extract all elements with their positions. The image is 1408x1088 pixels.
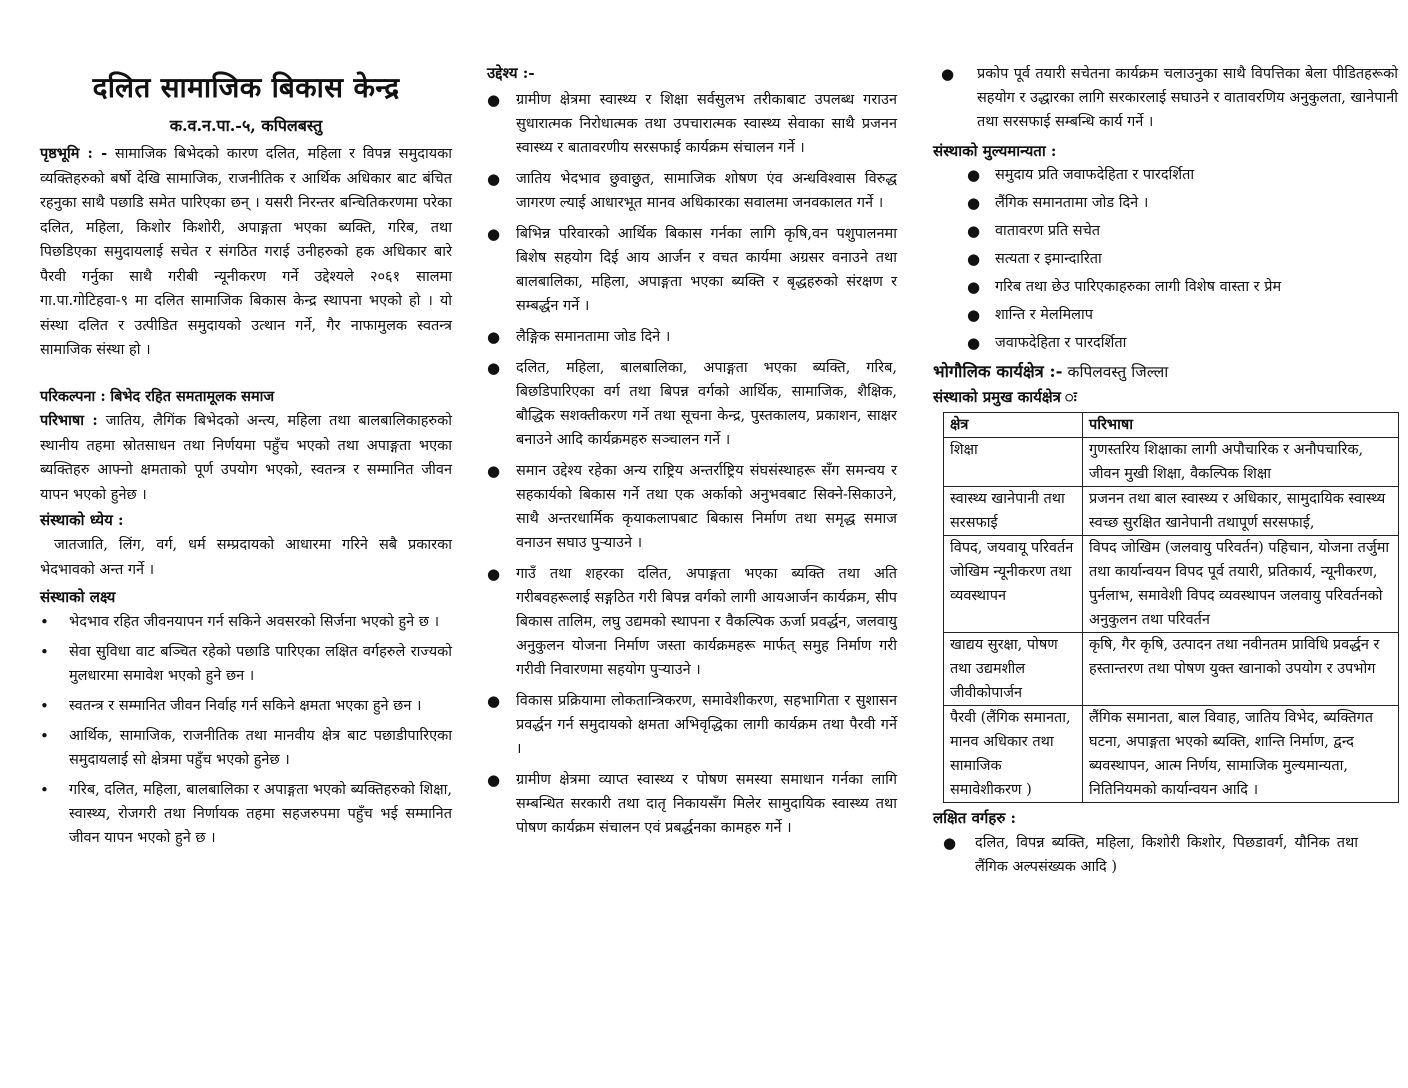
bullet-icon: ● (487, 328, 501, 346)
table-cell: स्वास्थ्य खानेपानी तथा सरसफाई (944, 487, 1083, 536)
bullet-icon: ● (487, 692, 501, 710)
bullet-icon: ● (487, 771, 501, 789)
list-item: ● लैंगिक समानतामा जोड दिने । (933, 192, 1398, 215)
work-areas-table (943, 412, 1399, 803)
table-cell: शिक्षा (944, 438, 1083, 487)
background-text: सामाजिक बिभेदको कारण दलित, महिला र विपन्न समुदायका व्यक्तिहरुको बर्षो देखि सामाजिक, राजनीतिक र आर्थिक अधिकार बाट बंचित रहनुका साथै पछाडि समेत पारिएका छन् । यसरी निरन्तर बन्चितिकरणमा परेका दलित, महिला, किशोर किशोरी, अपाङ्गता भएका ब्यक्ति, गरिब, तथा पिछडिएका समुदायलाई सचेत र संगठित गराई उनीहरुको हक अधिकार बारे पैरवी गर्नुका साथै गरीबी न्यूनीकरण गर्ने उद्देश्यले २०६१ सालमा गा.पा.गोटिहवा-९ मा दलित सामाजिक बिकास केन्द्र स्थापना भएको हो । यो संस्था दलित र उत्पीडित समुदायको उत्थान गर्ने, गैर नाफामुलक स्वतन्त्र सामाजिक संस्था हो । (40, 146, 452, 358)
list-item: ● जातिय भेदभाव छुवाछुत, सामाजिक शोषण एंव अन्धविश्वास विरुद्ध जागरण ल्याई आधारभूत मानव अधिकारका सवालमा जनवकालत गर्ने । (487, 167, 897, 215)
bullet-icon: ● (941, 65, 955, 83)
spacer (40, 363, 452, 385)
column-header-area: क्षेत्र (944, 413, 1083, 438)
bullet-icon: ● (943, 834, 957, 852)
list-item: ● गाउँ तथा शहरका दलित, अपाङ्गता भएका ब्यक्ति तथा अति गरीबवहरूलाई सङ्गठित गरी बिपन्न वर्गको लागी आयआर्जन कार्यक्रम, सीप बिकास तालिम, लघु उद्यमको स्थापना र वैकल्पिक ऊर्जा प्रवर्द्धन, जलवायु अनुकुलन योजना निर्माण जस्ता कार्यक्रमहरू मार्फत् समुह निर्माण गरी गरीवी निवारणमा सहयोग पुऱ्याउने । (487, 562, 897, 682)
list-item: ● दलित, विपन्न ब्यक्ति, महिला, किशोरी किशोर, पिछडावर्ग, यौनिक तथा लैंगिक अल्पसंख्यक आदि ) (933, 831, 1358, 879)
definition-label: परिभाषा : (40, 412, 98, 429)
geography-text: कपिलवस्तु जिल्ला (1067, 363, 1169, 381)
definition-text: जातिय, लैगिंक बिभेदको अन्त्य, महिला तथा बालबालिकाहरुको स्थानीय तहमा स्रोतसाधन तथा निर्णयमा पहुँच भएको तथा अपाङ्गता भएका ब्यक्तिहरु आफ्नो क्षमताको पूर्ण उपयोग भएको, स्वतन्त्र र सम्मानित जीवन यापन भएको हुनेछ । (40, 413, 452, 503)
list-item: ● वातावरण प्रति सचेत (933, 220, 1398, 243)
list-item: ● सत्यता र इमान्दारिता (933, 248, 1398, 271)
bullet-icon: ● (487, 462, 501, 480)
objectives-list-continued (933, 62, 1398, 134)
definition-paragraph (40, 409, 452, 507)
list-item: ● ग्रामीण क्षेत्रमा स्वास्थ्य र शिक्षा सर्वसुलभ तरीकाबाट उपलब्ध गराउन सुधारात्मक निरोधात्मक तथा उपचारात्मक स्वास्थ्य सेवाका साथै प्रजनन स्वास्थ्य र बातावरणीय सरसफाई कार्यक्रम संचालन गर्ने । (487, 88, 897, 160)
geography-line (933, 360, 1398, 384)
values-heading: संस्थाको मुल्यमान्यता : (933, 142, 1057, 160)
goal-text: जातजाति, लिंग, वर्ग, धर्म सम्प्रदायको आधारमा गरिने सबै प्रकारका भेदभावको अन्त गर्ने । (40, 537, 452, 578)
column-right (933, 62, 1398, 885)
bullet-icon: ● (967, 250, 981, 268)
list-item: ● समान उद्देश्य रहेका अन्य राष्ट्रिय अन्तर्राष्ट्रिय संघसंस्थाहरू सँग समन्वय र सहकार्यको बिकास गर्ने तथा एक अर्काको अनुभवबाट सिक्ने-सिकाउने, साथै अन्तरधार्मिक कृयाकलापबाट बिकास निर्माण तथा समृद्ध समाज वनाउन सघाउ पुऱ्याउने । (487, 459, 897, 555)
table-cell: कृषि, गैर कृषि, उत्पादन तथा नवीनतम प्राविधि प्रवर्द्धन र हस्तान्तरण तथा पोषण युक्त खानाको उपयोग र उपभोग (1083, 633, 1399, 706)
organization-title: दलित सामाजिक बिकास केन्द्र (92, 71, 400, 104)
bullet-icon: ● (967, 306, 981, 324)
list-item: • स्वतन्त्र र सम्मानित जीवन निर्वाह गर्न सकिने क्षमता भएका हुने छन । (40, 694, 452, 718)
background-label: पृष्ठभूमि : - (40, 145, 108, 162)
list-item: ● ग्रामीण क्षेत्रमा व्याप्त स्वास्थ्य र पोषण समस्या समाधान गर्नका लागि सम्बन्धित सरकारी तथा दातृ निकायसँग मिलेर सामुदायिक स्वास्थ्य तथा पोषण कार्यक्रम संचालन एवं प्रबर्द्धनका कामहरु गर्ने । (487, 768, 897, 840)
table-row (944, 487, 1399, 536)
organization-address: क.व.न.पा.-५, कपिलबस्तु (169, 116, 323, 135)
bullet-icon: ● (487, 565, 501, 583)
list-item: • सेवा सुविधा वाट बञ्चित रहेको पछाडि पारिएका लक्षित वर्गहरुले राज्यको मुलधारमा समावेश भएको हुने छन । (40, 640, 452, 688)
column-header-definition: परिभाषा (1083, 413, 1399, 438)
list-item: ● बिभिन्न परिवारको आर्थिक बिकास गर्नका लागि कृषि,वन पशुपालनमा बिशेष सहयोग दिई आय आर्जन र वचत कार्यमा अग्रसर वनाउने तथा बालबालिका, महिला, अपाङ्गता भएका ब्यक्ति र बृद्धहरुको संरक्षण र सम्बर्द्धन गर्ने । (487, 222, 897, 318)
bullet-icon: ● (967, 194, 981, 212)
bullet-icon: ● (487, 225, 501, 243)
bullet-icon: ● (487, 359, 501, 377)
bullet-icon: • (40, 643, 49, 661)
objectives-heading: उद्देश्य :- (487, 64, 535, 82)
list-item: ● प्रकोप पूर्व तयारी सचेतना कार्यक्रम चलाउनुका साथै विपत्तिका बेला पीडितहरूको सहयोग र उद्धारका लागि सरकारलाई सघाउने र वातावरणिय अनुकुलता, खानेपानी तथा सरसफाई सम्बन्धि कार्य गर्ने । (933, 62, 1398, 134)
list-item: • आर्थिक, सामाजिक, राजनीतिक तथा मानवीय क्षेत्र बाट पछाडीपारिएका समुदायलाई सो क्षेत्रमा पहुँच भएको हुनेछ । (40, 724, 452, 772)
target-groups-heading: लक्षित वर्गहरु : (933, 809, 1017, 827)
list-item: ● जवाफदेहिता र पारदर्शिता (933, 332, 1398, 355)
table-row (944, 438, 1399, 487)
table-cell: पैरवी (लैंगिक समानता, मानव अधिकार तथा सामाजिक समावेशीकरण ) (944, 706, 1083, 803)
bullet-icon: • (40, 781, 49, 799)
bullet-icon: ● (967, 222, 981, 240)
list-item: ● शान्ति र मेलमिलाप (933, 304, 1398, 327)
goal-heading: संस्थाको ध्येय : (40, 511, 124, 529)
list-item: ● गरिब तथा छेउ पारिएकाहरुका लागी विशेष वास्ता र प्रेम (933, 276, 1398, 299)
bullet-icon: • (40, 613, 49, 631)
vision-line (40, 385, 452, 410)
geography-label: भोगौलिक कार्यक्षेत्र :- (933, 362, 1063, 381)
bullet-icon: ● (967, 166, 981, 184)
bullet-icon: • (40, 727, 49, 745)
list-item: • गरिब, दलित, महिला, बालबालिका र अपाङ्गता भएको ब्यक्तिहरुको शिक्षा, स्वास्थ्य, रोजगरी तथा निर्णायक तहमा सहजरुपमा पहुँच भई सम्मानित जीवन यापन भएको हुने छ । (40, 778, 452, 850)
table-cell: खाद्यय सुरक्षा, पोषण तथा उद्यमशील जीवीकोपार्जन (944, 633, 1083, 706)
bullet-icon: ● (487, 170, 501, 188)
target-list (40, 610, 452, 850)
bullet-icon: ● (487, 91, 501, 109)
column-left (40, 62, 452, 856)
work-areas-heading: संस्थाको प्रमुख कार्यक्षेत्र ः (933, 388, 1077, 406)
target-heading: संस्थाको लक्ष्य (40, 588, 116, 606)
values-list (933, 164, 1398, 355)
background-paragraph (40, 142, 452, 363)
table-row (944, 536, 1399, 633)
vision-label: परिकल्पना : (40, 387, 106, 405)
objectives-list (487, 88, 897, 840)
bullet-icon: ● (967, 334, 981, 352)
list-item: ● समुदाय प्रति जवाफदेहिता र पारदर्शिता (933, 164, 1398, 187)
list-item: ● विकास प्रक्रियामा लोकतान्त्रिकरण, समावेशीकरण, सहभागिता र सुशासन प्रवर्द्धन गर्न समुदायको क्षमता अभिवृद्धिका लागी कार्यक्रम तथा पैरवी गर्ने । (487, 689, 897, 761)
target-groups-list (933, 831, 1398, 879)
bullet-icon: ● (967, 278, 981, 296)
table-cell: प्रजनन तथा बाल स्वास्थ्य र अधिकार, सामुदायिक स्वास्थ्य स्वच्छ सुरक्षित खानेपानी तथापूर्ण सरसफाई, (1083, 487, 1399, 536)
column-middle (487, 62, 897, 847)
table-cell: विपद, जयवायू परिवर्तन जोखिम न्यूनीकरण तथा व्यवस्थापन (944, 536, 1083, 633)
bullet-icon: • (40, 697, 49, 715)
table-header-row (944, 413, 1399, 438)
table-cell: गुणस्तरिय शिक्षाका लागी अपौचारिक र अनौपचारिक, जीवन मुखी शिक्षा, वैकल्पिक शिक्षा (1083, 438, 1399, 487)
table-row (944, 633, 1399, 706)
list-item: • भेदभाव रहित जीवनयापन गर्न सकिने अवसरको सिर्जना भएको हुने छ । (40, 610, 452, 634)
table-cell: लैंगिक समानता, बाल विवाह, जातिय विभेद, ब्यक्तिगत घटना, अपाङ्गता भएको ब्यक्ति, शान्ति निर्माण, द्वन्द ब्यवस्थापन, आत्म निर्णय, सामाजिक मुल्यमान्यता, नितिनियमको कार्यान्वयन आदि । (1083, 706, 1399, 803)
vision-text: बिभेद रहित समतामूलक समाज (110, 387, 275, 405)
list-item: ● लैङ्गिक समानतामा जोड दिने । (487, 325, 897, 349)
table-row (944, 706, 1399, 803)
table-cell: विपद जोखिम (जलवायु परिवर्तन) पहिचान, योजना तर्जुमा तथा कार्यान्वयन विपद पूर्व तयारी, प्रतिकार्य, न्यूनीकरण, पुर्नलाभ, समावेशी विपद व्यवस्थापन जलवायु परिवर्तनको अनुकुलन तथा परिवर्तन (1083, 536, 1399, 633)
list-item: ● दलित, महिला, बालबालिका, अपाङ्गता भएका ब्यक्ति, गरिब, बिछडिपारिएका वर्ग तथा बिपन्न वर्गको आर्थिक, सामाजिक, शैक्षिक, बौद्धिक सशक्तीकरण गर्ने तथा सूचना केन्द्र, पुस्तकालय, प्रकाशन, साक्षर बनाउने आदि कार्यक्रमहरु सञ्चालन गर्ने । (487, 356, 897, 452)
